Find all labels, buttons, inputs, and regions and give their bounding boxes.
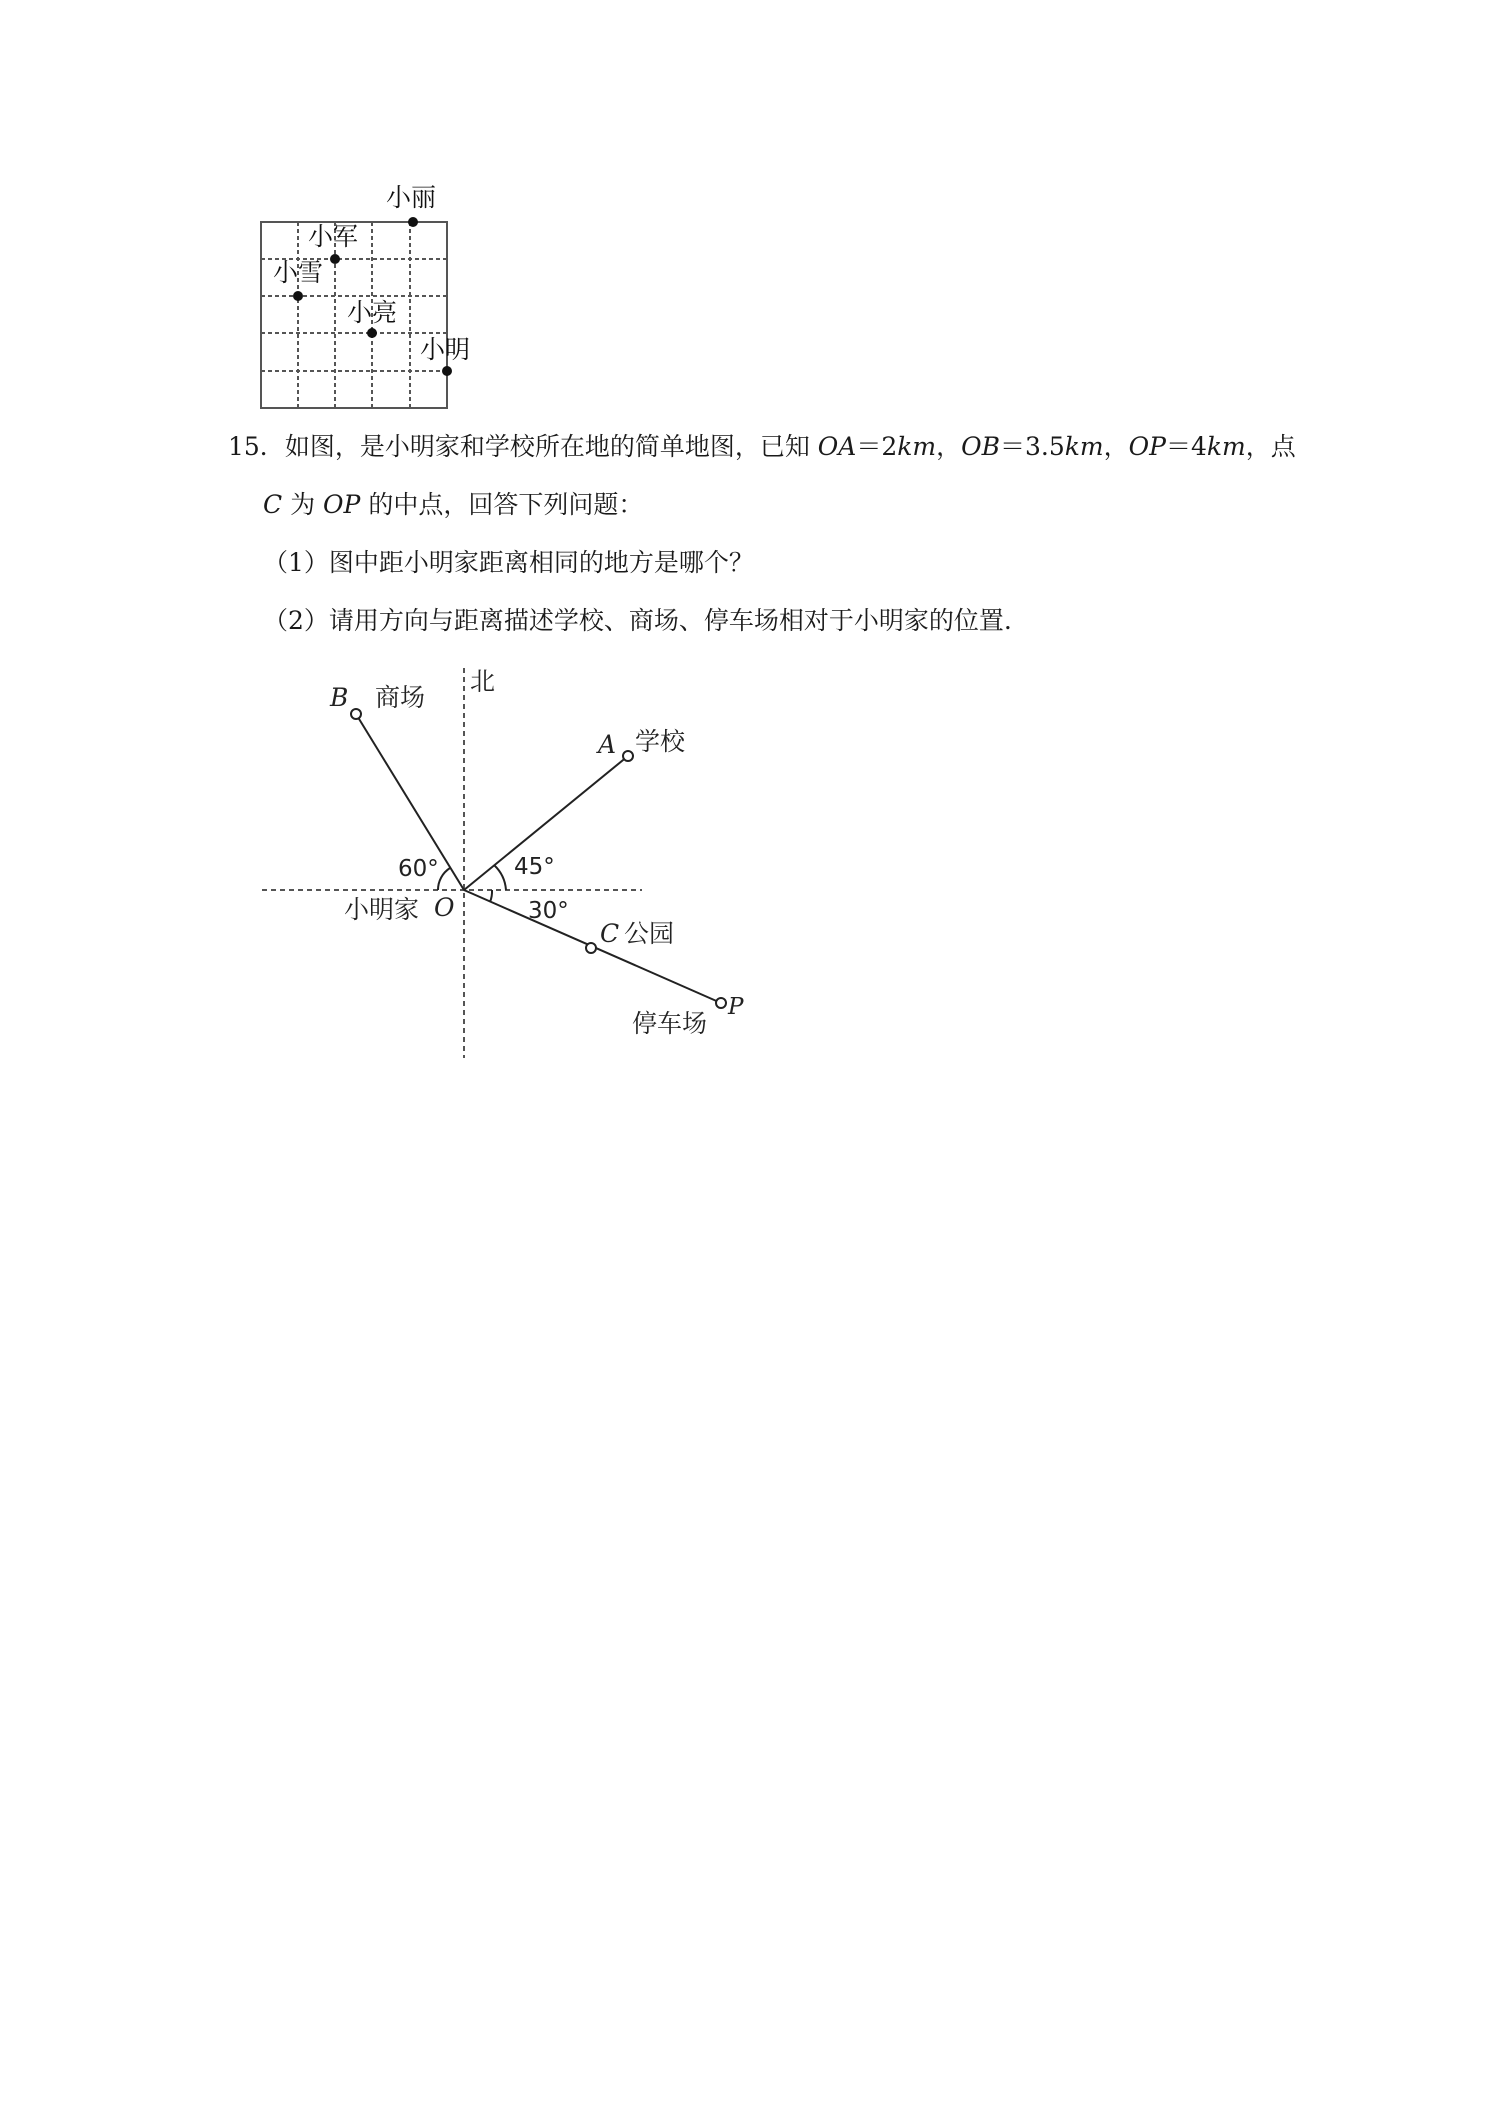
question-mid-a: 为	[282, 490, 324, 519]
oa-value: ＝2	[856, 432, 898, 461]
label-xiaoming: 小明	[420, 335, 471, 364]
question-number: 15．	[228, 432, 285, 461]
ob-label: OB	[961, 432, 1000, 461]
b-letter: B	[330, 683, 349, 712]
label-xiaoli: 小丽	[386, 183, 437, 212]
op-label-2: OP	[323, 490, 361, 519]
point-p	[716, 998, 726, 1008]
c-label-text: C	[263, 490, 283, 519]
arc-60	[438, 868, 450, 890]
p-name: 停车场	[632, 1009, 708, 1038]
label-xiaojun: 小军	[308, 222, 359, 251]
a-letter: A	[598, 730, 617, 759]
separator-2: ，	[1103, 432, 1129, 461]
point-b	[351, 709, 361, 719]
north-label: 北	[470, 667, 496, 696]
question-intro: 如图，是小明家和学校所在地的简单地图，已知	[284, 432, 818, 461]
op-unit: km	[1206, 432, 1246, 461]
p-letter: P	[728, 994, 744, 1020]
sub-question-2: （2）请用方向与距离描述学校、商场、停车场相对于小明家的位置.	[263, 606, 1012, 635]
separator-1: ，	[936, 432, 962, 461]
angle-45-label: 45°	[514, 854, 555, 880]
arc-30	[490, 890, 492, 902]
label-xiaoliang: 小亮	[347, 298, 398, 327]
oa-unit: km	[897, 432, 937, 461]
op-label: OP	[1128, 432, 1166, 461]
label-xiaoxue: 小雪	[273, 258, 324, 287]
point-c	[586, 943, 596, 953]
op-value: ＝4	[1165, 432, 1207, 461]
ob-unit: km	[1064, 432, 1104, 461]
point-a	[623, 751, 633, 761]
angle-60-label: 60°	[398, 856, 439, 882]
angle-30-label: 30°	[528, 898, 569, 924]
o-name: 小明家	[344, 895, 420, 924]
o-letter: O	[434, 893, 455, 922]
ob-value: ＝3.5	[999, 432, 1065, 461]
a-name: 学校	[635, 727, 686, 756]
oa-label: OA	[817, 432, 857, 461]
b-name: 商场	[375, 683, 426, 712]
sub-question-1: （1）图中距小明家距离相同的地方是哪个？	[263, 548, 754, 577]
question-tail: ，点	[1245, 432, 1296, 461]
arc-45	[494, 865, 506, 890]
c-letter: C	[600, 919, 620, 948]
question-mid-b: 的中点，回答下列问题：	[360, 490, 644, 519]
c-name: 公园	[624, 919, 675, 948]
